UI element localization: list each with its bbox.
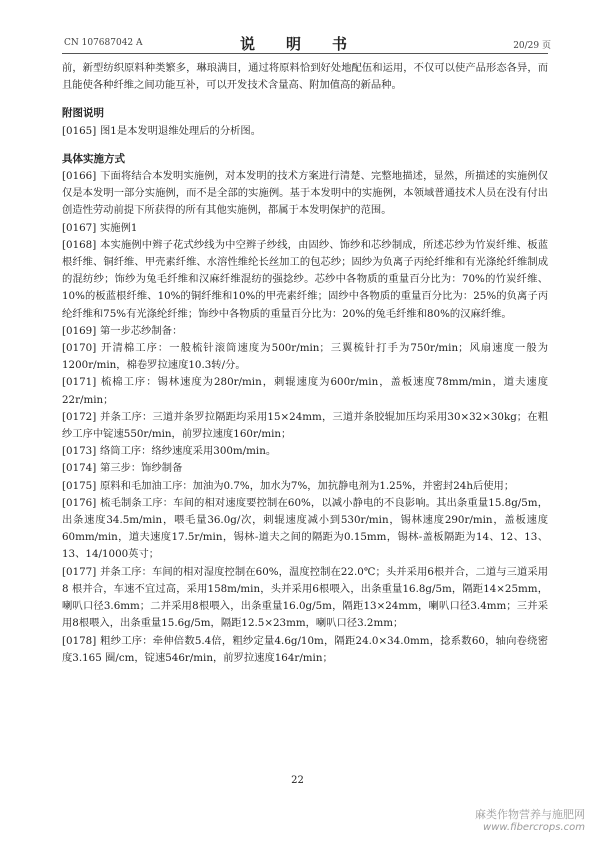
paragraph-number: [0172]: [62, 410, 97, 423]
paragraph: [62, 168, 548, 220]
paragraph-number: [0176]: [62, 496, 97, 509]
paragraph-text: 络筒工序：络纱速度采用300m/min。: [100, 445, 277, 458]
paragraph: [62, 460, 548, 477]
header-divider: [62, 53, 548, 54]
paragraph-text: 原料和毛加油工序：加油为0.7%，加水为7%，加抗静电剂为1.25%，并密封24h后使用；: [100, 479, 515, 492]
paragraph-text: 本实施例中辫子花式纱线为中空辫子纱线，由固纱、饰纱和芯纱制成，所述芯纱为竹炭纤维、板蓝根纤维、铜纤维、甲壳素纤维、水溶性维纶长丝加工的包芯纱；固纱为负离子丙纶纤维和有光涤纶纤维制成的混纺纱；饰纱为兔毛纤维和汉麻纤维混纺的强捻纱。芯纱中各物质的重量百分比为：70%的竹炭纤维、10%的板蓝根纤维、10%的铜纤维和10%的甲壳素纤维；固纱中各物质的重量百分比为：25%的负离子丙纶纤维和75%有光涤纶纤维；饰纱中各物质的重量百分比为：20%的兔毛纤维和80%的汉麻纤维。: [62, 238, 548, 320]
paragraph: [62, 564, 548, 633]
watermark-site-name: 麻类作物营养与施肥网: [475, 808, 585, 821]
paragraph-text: 并条工序：车间的相对湿度控制在60%，温度控制在22.0℃；头并采用6根并合，二道与三道采用8 根并合，车速不宜过高，采用158m/min，头并采用6根喂入，出条重量16.8g/5m，隔距14×25mm，喇叭口径3.6mm；二并采用8根喂入，出条重量16.0g/5m，隔距13×24mm，喇叭口径3.4mm；三并采用8根喂入，出条重量15.6g/5m，隔距12.5×23mm，喇叭口径3.2mm；: [62, 565, 548, 630]
paragraph-text: 梳棉工序：锡林速度为280r/min，刺辊速度为600r/min，盖板速度78mm/min，道夫速度22r/min；: [62, 376, 548, 406]
page-indicator: 20/29 页: [513, 41, 551, 51]
watermark-url: www.fibercrops.com: [483, 822, 585, 833]
paragraph: [62, 323, 548, 340]
paragraph-number: [0178]: [62, 634, 97, 647]
page-number: 22: [291, 775, 304, 786]
paragraph-text: 梳毛制条工序：车间的相对速度要控制在60%，以减小静电的不良影响。其出条重量15.8g/5m，出条速度34.5m/min，喂毛量36.0g/次，刺辊速度减小到530r/min，锡林速度290r/min，盖板速度60mm/min，道夫速度17.5r/min，锡林-道夫之间的隔距为0.15mm，锡林-盖板隔距为14、12、13、13、14/1000英寸；: [62, 496, 548, 561]
page-body: [62, 60, 548, 667]
intro-paragraph: 前，新型纺织原料种类繁多，琳琅满目，通过将原料恰到好处地配伍和运用，不仅可以使产品形态各异，而且能使各种纤维之间功能互补，可以开发技术含量高、附加值高的新品种。: [62, 62, 548, 92]
paragraph: [62, 409, 548, 443]
section-heading-embodiments: 具体实施方式: [62, 152, 125, 165]
watermark: [475, 806, 585, 833]
paragraph-text: 开清棉工序：一般梳针滚筒速度为500r/min；三翼梳针打手为750r/min；风扇速度一般为1200r/min，棉卷罗拉速度10.3转/分。: [62, 342, 548, 372]
paragraph-text: 实施例1: [100, 221, 138, 234]
paragraph-number: [0170]: [62, 342, 97, 355]
paragraph-number: [0166]: [62, 170, 97, 183]
paragraph: [62, 340, 548, 374]
paragraph: [62, 443, 548, 460]
paragraph-text: 第三步：饰纱制备: [100, 462, 183, 475]
paragraph-number: [0177]: [62, 565, 97, 578]
paragraph-number: [0175]: [62, 479, 97, 492]
paragraph-text: 粗纱工序：牵伸倍数5.4倍，粗纱定量4.6g/10m，隔距24.0×34.0mm，捻系数60，轴向卷绕密度3.165 圈/cm，锭速546r/min，前罗拉速度164r/min；: [62, 634, 548, 664]
paragraph-number: [0167]: [62, 221, 97, 234]
paragraph-number: [0168]: [62, 238, 97, 251]
paragraph-number: [0173]: [62, 445, 97, 458]
patent-number: CN 107687042 A: [64, 38, 143, 48]
paragraph-number: [0171]: [62, 376, 97, 389]
section-heading-figures: 附图说明: [62, 107, 104, 120]
paragraph-text: 并条工序：三道并条罗拉隔距均采用15×24mm，三道并条胶辊加压均采用30×32×30kg；在粗纱工序中锭速550r/min，前罗拉速度160r/min；: [62, 410, 548, 441]
paragraph: [62, 495, 548, 564]
document-title: 说 明 书: [239, 35, 355, 53]
paragraph: [62, 220, 548, 237]
paragraph: [62, 123, 548, 140]
paragraph-text: 下面将结合本发明实施例，对本发明的技术方案进行清楚、完整地描述，显然，所描述的实施例仅仅是本发明一部分实施例，而不是全部的实施例。基于本发明中的实施例，本领域普通技术人员在没有付出创造性劳动前提下所获得的所有其他实施例，都属于本发明保护的范围。: [62, 170, 548, 217]
paragraph-text: 图1是本发明退维处理后的分析图。: [100, 124, 262, 137]
paragraph-number: [0174]: [62, 462, 97, 475]
paragraph-number: [0169]: [62, 324, 97, 337]
paragraph: [62, 374, 548, 408]
paragraph: [62, 237, 548, 323]
paragraph: [62, 478, 548, 495]
paragraph-text: 第一步芯纱制备：: [100, 324, 183, 337]
paragraph: [62, 633, 548, 667]
paragraph-number: [0165]: [62, 124, 97, 137]
